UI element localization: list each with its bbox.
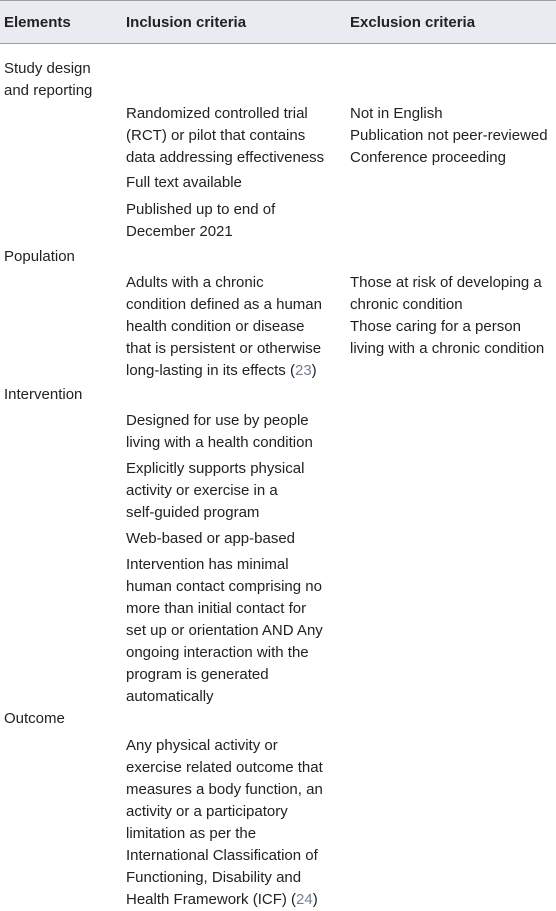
intervention-inclusion-item-2	[126, 458, 336, 524]
text-line: Web-based or app-based	[126, 530, 295, 547]
text-line: December 2021	[126, 223, 233, 240]
text-line: that is persistent or otherwise	[126, 340, 322, 357]
text-line: Publication not peer-reviewed	[350, 127, 548, 144]
text-line: ongoing interaction with the	[126, 644, 309, 661]
text-line: Functioning, Disability and	[126, 869, 302, 886]
text-line: living with a chronic condition	[350, 340, 545, 357]
outcome-inclusion	[126, 735, 336, 911]
section-study-design	[4, 58, 119, 102]
text-fragment: Health Framework (ICF) (	[126, 891, 297, 908]
study-inclusion-item-2	[126, 172, 336, 194]
header-elements: Elements	[4, 14, 71, 31]
text-line: Randomized controlled trial	[126, 105, 308, 122]
text-line: measures a body function, an	[126, 781, 323, 798]
text-line: activity or exercise in a	[126, 482, 278, 499]
text-line: more than initial contact for	[126, 600, 307, 617]
text-line: Explicitly supports physical	[126, 460, 305, 477]
section-title: Intervention	[4, 386, 83, 403]
text-line: Those at risk of developing a	[350, 274, 542, 291]
text-line: activity or a participatory	[126, 803, 288, 820]
header-inclusion: Inclusion criteria	[126, 14, 247, 31]
section-title: Population	[4, 248, 75, 265]
population-exclusion	[350, 272, 556, 360]
text-line: condition defined as a human	[126, 296, 322, 313]
text-line: human contact comprising no	[126, 578, 322, 595]
text-line: Conference proceeding	[350, 149, 506, 166]
intervention-inclusion-item-3	[126, 528, 336, 550]
text-line: Full text available	[126, 174, 242, 191]
text-line: International Classification of	[126, 847, 318, 864]
text-line: automatically	[126, 688, 214, 705]
text-line: self-guided program	[126, 504, 260, 521]
section-population	[4, 246, 119, 268]
text-line: program is generated	[126, 666, 269, 683]
text-line: Not in English	[350, 105, 443, 122]
text-line: Designed for use by people	[126, 412, 309, 429]
section-outcome	[4, 708, 119, 730]
header-exclusion: Exclusion criteria	[350, 14, 476, 31]
reference-link[interactable]: 23	[294, 362, 312, 379]
text-line: Adults with a chronic	[126, 274, 264, 291]
text-line: chronic condition	[350, 296, 463, 313]
population-inclusion	[126, 272, 336, 382]
text-fragment: )	[311, 362, 317, 379]
text-line: Published up to end of	[126, 201, 276, 218]
text-fragment: )	[312, 891, 318, 908]
text-line	[126, 889, 336, 911]
study-inclusion-item-3	[126, 199, 336, 243]
study-exclusion	[350, 103, 556, 169]
text-line: set up or orientation AND Any	[126, 622, 323, 639]
text-line: exercise related outcome that	[126, 759, 323, 776]
text-line: (RCT) or pilot that contains	[126, 127, 306, 144]
section-title-line: and reporting	[4, 82, 93, 99]
intervention-inclusion-item-1	[126, 410, 336, 454]
reference-link[interactable]: 24	[296, 891, 313, 908]
intervention-inclusion-item-4	[126, 554, 336, 708]
text-line: Any physical activity or	[126, 737, 278, 754]
table-header	[0, 0, 556, 44]
text-line: Those caring for a person	[350, 318, 521, 335]
section-title: Outcome	[4, 710, 65, 727]
study-inclusion-item-1	[126, 103, 336, 169]
text-line: living with a health condition	[126, 434, 313, 451]
text-line	[126, 360, 336, 382]
section-intervention	[4, 384, 119, 406]
section-title-line: Study design	[4, 60, 91, 77]
text-line: health condition or disease	[126, 318, 305, 335]
text-line: data addressing effectiveness	[126, 149, 325, 166]
text-line: limitation as per the	[126, 825, 257, 842]
text-fragment: long-lasting in its effects (	[126, 362, 295, 379]
text-line: Intervention has minimal	[126, 556, 289, 573]
